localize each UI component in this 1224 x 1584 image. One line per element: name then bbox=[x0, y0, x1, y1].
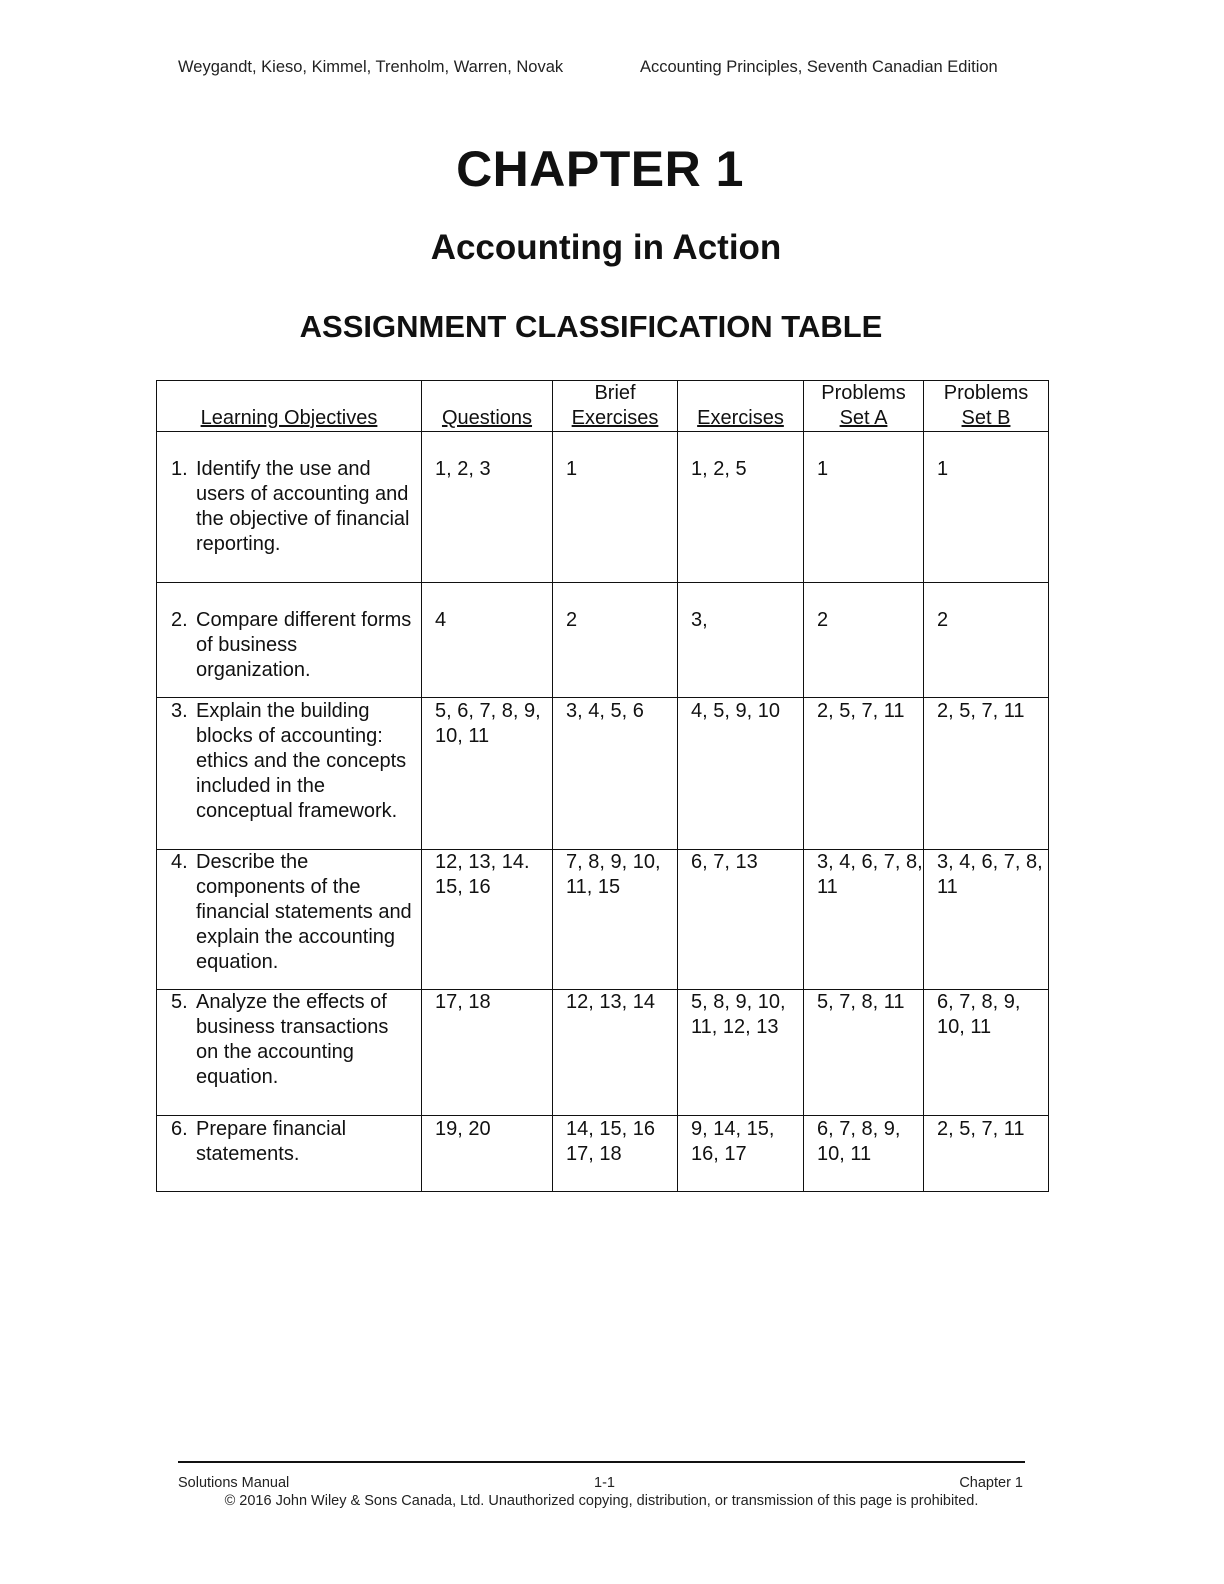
brief-exercises-cell: 12, 13, 14 bbox=[553, 990, 678, 1116]
header-learning-objectives: Learning Objectives bbox=[157, 381, 422, 432]
problems-set-b-cell: 6, 7, 8, 9, 10, 11 bbox=[924, 990, 1049, 1116]
questions-cell: 4 bbox=[422, 583, 553, 698]
table-row bbox=[157, 583, 1049, 698]
problems-set-a-cell: 6, 7, 8, 9, 10, 11 bbox=[804, 1116, 924, 1192]
problems-set-a-cell: 1 bbox=[804, 432, 924, 583]
header-brief-exercises: Brief Exercises bbox=[553, 381, 678, 432]
questions-cell: 1, 2, 3 bbox=[422, 432, 553, 583]
table-row bbox=[157, 990, 1049, 1116]
exercises-cell: 3, bbox=[678, 583, 804, 698]
problems-set-b-cell: 2 bbox=[924, 583, 1049, 698]
assignment-classification-table bbox=[156, 380, 1049, 1192]
learning-objective-cell: 5. Analyze the effects of business transactions on the accounting equation. bbox=[157, 990, 422, 1116]
brief-exercises-cell: 14, 15, 16 17, 18 bbox=[553, 1116, 678, 1192]
header-questions: Questions bbox=[422, 381, 553, 432]
problems-set-a-cell: 2 bbox=[804, 583, 924, 698]
footer-manual-label: Solutions Manual bbox=[178, 1475, 290, 1491]
learning-objective-cell: 1. Identify the use and users of accounting and the objective of financial reporting. bbox=[157, 432, 422, 583]
learning-objective-cell: 6. Prepare financial statements. bbox=[157, 1116, 422, 1192]
problems-set-a-cell: 2, 5, 7, 11 bbox=[804, 698, 924, 850]
learning-objective-cell: 2. Compare different forms of business organization. bbox=[157, 583, 422, 698]
problems-set-b-cell: 2, 5, 7, 11 bbox=[924, 1116, 1049, 1192]
header-exercises: Exercises bbox=[678, 381, 804, 432]
table-row bbox=[157, 1116, 1049, 1192]
table-title: ASSIGNMENT CLASSIFICATION TABLE bbox=[299, 309, 883, 344]
header-authors: Weygandt, Kieso, Kimmel, Trenholm, Warren, Novak bbox=[178, 58, 564, 76]
header-book-title: Accounting Principles, Seventh Canadian Edition bbox=[640, 58, 998, 76]
chapter-title: CHAPTER 1 bbox=[456, 141, 744, 197]
problems-set-b-cell: 2, 5, 7, 11 bbox=[924, 698, 1049, 850]
questions-cell: 19, 20 bbox=[422, 1116, 553, 1192]
chapter-subtitle: Accounting in Action bbox=[430, 228, 782, 267]
exercises-cell: 6, 7, 13 bbox=[678, 850, 804, 990]
questions-cell: 12, 13, 14. 15, 16 bbox=[422, 850, 553, 990]
page-number: 1-1 bbox=[594, 1475, 615, 1491]
exercises-cell: 4, 5, 9, 10 bbox=[678, 698, 804, 850]
table-header-row bbox=[157, 381, 1049, 432]
problems-set-b-cell: 1 bbox=[924, 432, 1049, 583]
table-row bbox=[157, 850, 1049, 990]
exercises-cell: 1, 2, 5 bbox=[678, 432, 804, 583]
brief-exercises-cell: 2 bbox=[553, 583, 678, 698]
problems-set-a-cell: 3, 4, 6, 7, 8, 11 bbox=[804, 850, 924, 990]
brief-exercises-cell: 1 bbox=[553, 432, 678, 583]
questions-cell: 17, 18 bbox=[422, 990, 553, 1116]
copyright-notice: © 2016 John Wiley & Sons Canada, Ltd. Unauthorized copying, distribution, or transmission of this page is prohibited. bbox=[224, 1493, 979, 1509]
table-row bbox=[157, 698, 1049, 850]
exercises-cell: 5, 8, 9, 10, 11, 12, 13 bbox=[678, 990, 804, 1116]
brief-exercises-cell: 3, 4, 5, 6 bbox=[553, 698, 678, 850]
problems-set-a-cell: 5, 7, 8, 11 bbox=[804, 990, 924, 1116]
footer-chapter-label: Chapter 1 bbox=[959, 1475, 1023, 1491]
problems-set-b-cell: 3, 4, 6, 7, 8, 11 bbox=[924, 850, 1049, 990]
table-row bbox=[157, 432, 1049, 583]
header-problems-set-b: Problems Set B bbox=[924, 381, 1049, 432]
learning-objective-cell: 4. Describe the components of the financial statements and explain the accounting equation. bbox=[157, 850, 422, 990]
header-problems-set-a: Problems Set A bbox=[804, 381, 924, 432]
running-header bbox=[178, 58, 1038, 77]
exercises-cell: 9, 14, 15, 16, 17 bbox=[678, 1116, 804, 1192]
learning-objective-cell: 3. Explain the building blocks of accounting: ethics and the concepts included in the conceptual framework. bbox=[157, 698, 422, 850]
questions-cell: 5, 6, 7, 8, 9, 10, 11 bbox=[422, 698, 553, 850]
brief-exercises-cell: 7, 8, 9, 10, 11, 15 bbox=[553, 850, 678, 990]
footer-divider bbox=[178, 1461, 1025, 1463]
